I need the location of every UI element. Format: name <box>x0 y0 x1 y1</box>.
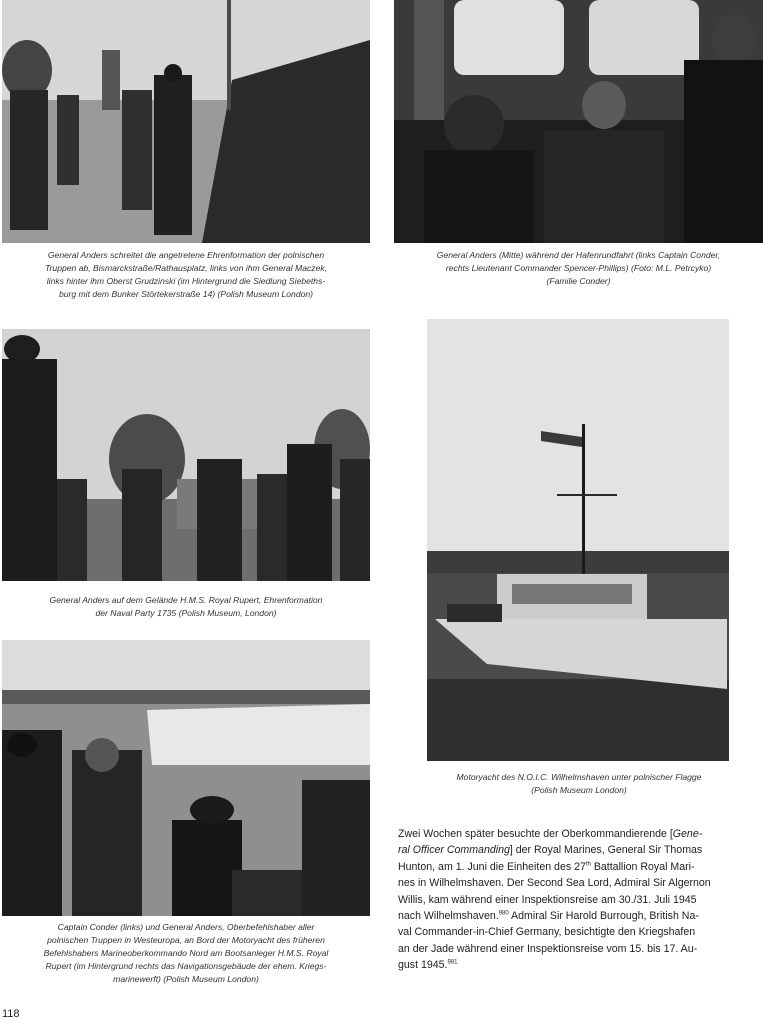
caption-naval-party <box>0 594 372 620</box>
footnote-ref[interactable]: 980 <box>498 910 509 917</box>
footnote-ref[interactable]: 981 <box>447 959 458 966</box>
caption-line: Truppen ab, Bismarckstraße/Rathausplatz, links von ihm General Maczek, <box>44 263 328 273</box>
body-line: gust 1945.$^{981}$ <box>398 959 458 972</box>
caption-line: polnischen Truppen in Westeuropa, an Bord der Motoryacht des früheren <box>47 935 325 945</box>
caption-motor-yacht <box>400 771 758 797</box>
photo-naval-party-honour-guard <box>2 329 370 581</box>
body-line: an der Jade während einer Inspektionsreise vom 15. bis 17. Au- <box>398 942 698 955</box>
caption-line: Befehlshabers Marineoberkommando Nord am Bootsanleger H.M.S. Royal <box>43 948 329 958</box>
caption-line: General Anders auf dem Gelände H.M.S. Royal Rupert, Ehrenformation <box>49 595 323 605</box>
photo-aboard-motor-yacht <box>2 640 370 916</box>
caption-line: General Anders schreitet die angetretene Ehrenformation der polnischen <box>47 250 325 260</box>
caption-line: Rupert (im Hintergrund rechts das Navigationsgebäude der ehem. Kriegs- <box>45 961 327 971</box>
body-line: Hunton, am 1. Juni die Einheiten des 27th Battallion Royal Mari- <box>398 860 695 873</box>
body-line: nach Wilhelmshaven.$^{980}$ Admiral Sir Harold Burrough, British Na- <box>398 910 699 923</box>
page-number: 118 <box>2 1008 20 1020</box>
body-line: Zwei Wochen später besuchte der Oberkommandierende [Gene- <box>398 828 703 840</box>
body-line: val Commander-in-Chief Germany, besichtigte den Kriegshafen <box>398 926 696 939</box>
caption-line: Motoryacht des N.O.I.C. Wilhelmshaven unter polnischer Flagge <box>456 772 702 782</box>
caption-aboard-yacht <box>0 921 372 986</box>
body-paragraph <box>398 826 763 974</box>
body-line: nes in Wilhelmshaven. Der Second Sea Lord, Admiral Sir Algernon <box>398 877 711 890</box>
body-line: Willis, kam während einer Inspektionsreise am 30./31. Juli 1945 <box>398 893 697 906</box>
caption-harbour-tour <box>394 249 763 288</box>
caption-parade <box>0 249 372 301</box>
caption-line: burg mit dem Bunker Störtekerstraße 14) (Polish Museum London) <box>58 289 314 299</box>
caption-line: der Naval Party 1735 (Polish Museum, London) <box>95 608 277 618</box>
caption-line: General Anders (Mitte) während der Hafenrundfahrt (links Captain Conder, <box>436 250 721 260</box>
body-line: ral Officer Commanding] der Royal Marines, General Sir Thomas <box>398 844 703 857</box>
caption-line: marinewerft) (Polish Museum London) <box>113 974 259 984</box>
caption-line: Captain Conder (links) und General Anders, Oberbefehlshaber aller <box>57 922 315 932</box>
photo-motor-yacht <box>427 319 729 761</box>
photo-parade-bismarckstrasse <box>2 0 370 243</box>
caption-line: (Familie Conder) <box>546 276 611 286</box>
photo-harbour-tour-cabin <box>394 0 763 243</box>
caption-line: links hinter ihm Oberst Grudzinski (im Hintergrund die Siedlung Siebeths- <box>46 276 326 286</box>
caption-line: rechts Lieutenant Commander Spencer-Phillips) (Foto: M.L. Petrcyko) <box>445 263 712 273</box>
caption-line: (Polish Museum London) <box>531 785 627 795</box>
